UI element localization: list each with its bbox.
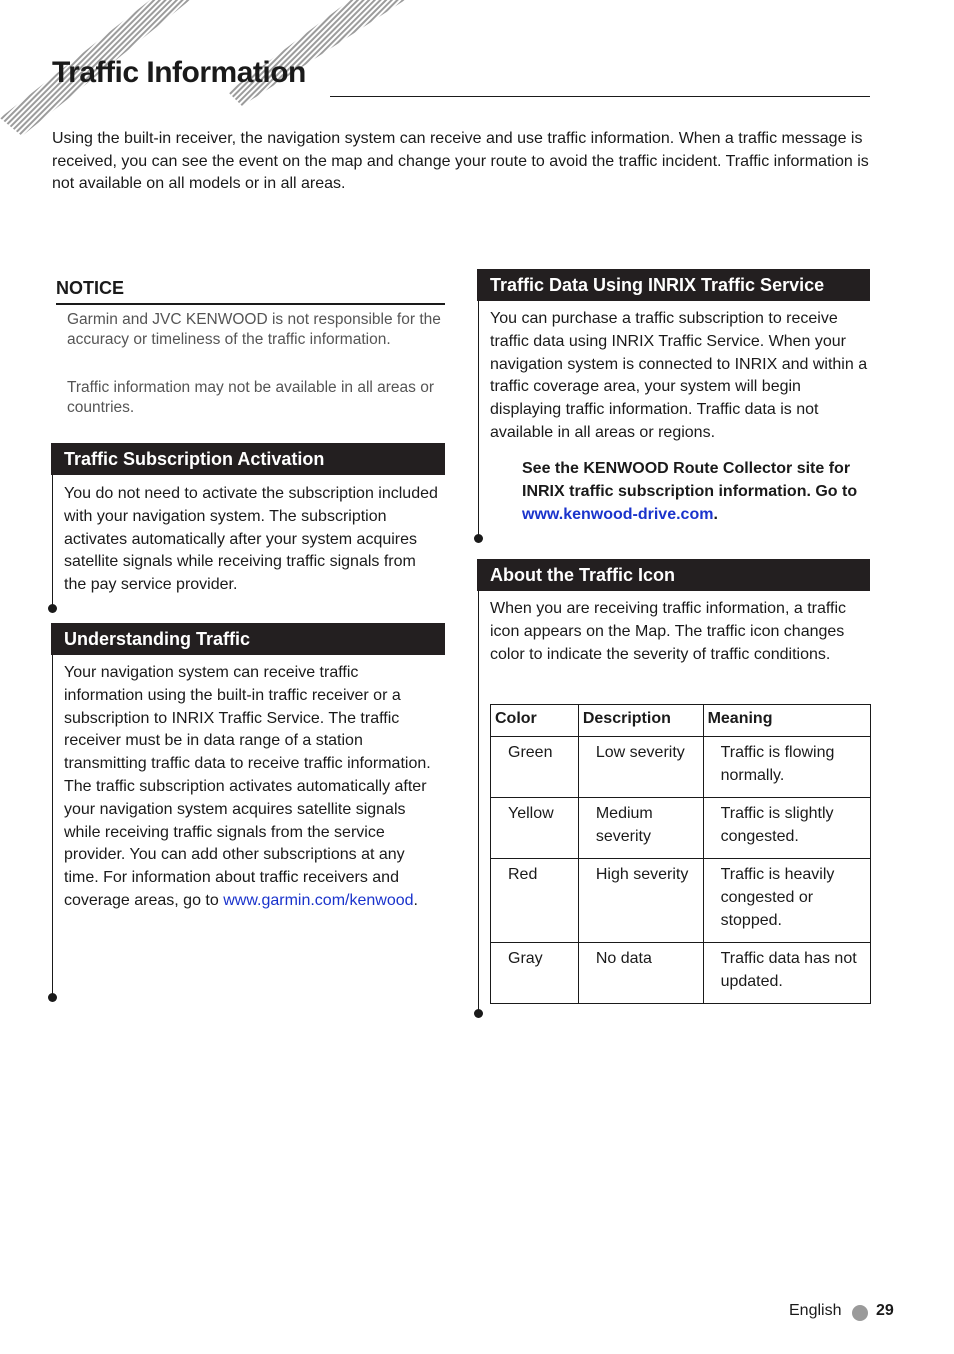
inrix-section-end-dot: [474, 534, 483, 543]
subscription-section-end-dot: [48, 604, 57, 613]
understanding-section-header: Understanding Traffic: [51, 623, 445, 655]
footer-dot-icon: [852, 1305, 868, 1321]
subscription-section-line: [52, 475, 53, 609]
understanding-section-line: [52, 655, 53, 998]
table-cell-meaning: Traffic data has not updated.: [703, 943, 870, 1004]
table-cell-meaning: Traffic is slightly congested.: [703, 798, 870, 859]
table-header-row: [491, 705, 871, 737]
table-header-color: Color: [491, 705, 579, 737]
notice-title: NOTICE: [56, 278, 125, 298]
garmin-kenwood-link[interactable]: www.garmin.com/kenwood: [223, 891, 414, 909]
inrix-section-header: Traffic Data Using INRIX Traffic Service: [477, 269, 870, 301]
table-header-description: Description: [578, 705, 703, 737]
table-row: [491, 798, 871, 859]
traffic-icon-section-line: [478, 591, 479, 1014]
page-title: Traffic Information: [52, 56, 306, 89]
table-cell-meaning: Traffic is flowing normally.: [703, 737, 870, 798]
table-cell-description: Medium severity: [578, 798, 703, 859]
inrix-body: You can purchase a traffic subscription to receive traffic data using INRIX Traffic Service. When your navigation system is connected to INRIX and within a traffic coverage area, your system will begin displaying traffic information. Traffic data is not available in all areas or regions.: [490, 310, 868, 441]
subscription-section-header: Traffic Subscription Activation: [51, 443, 445, 475]
table-cell-meaning: Traffic is heavily congested or stopped.: [703, 859, 870, 943]
inrix-note-text: See the KENWOOD Route Collector site for INRIX traffic subscription information. Go to: [522, 460, 858, 500]
inrix-note-suffix: .: [713, 506, 718, 523]
kenwood-drive-link[interactable]: www.kenwood-drive.com: [522, 506, 714, 523]
understanding-body: [64, 662, 439, 913]
traffic-color-table: [490, 704, 871, 1004]
notice-text-availability: Traffic information may not be available in all areas or countries.: [67, 379, 435, 416]
table-cell-color: Gray: [491, 943, 579, 1004]
traffic-icon-section-header: About the Traffic Icon: [477, 559, 870, 591]
table-row: [491, 737, 871, 798]
understanding-section-end-dot: [48, 993, 57, 1002]
traffic-icon-section-end-dot: [474, 1009, 483, 1018]
table-cell-color: Yellow: [491, 798, 579, 859]
understanding-body-text: Your navigation system can receive traffic information using the built-in traffic receiver or a subscription to INRIX Traffic Service. The traffic receiver must be in data range of a station transmitting traffic data to receive traffic information. The traffic subscription activates automatically after your navigation system acquires satellite signals while receiving traffic signals from the service provider. You can add other subscriptions at any time. For information about traffic receivers and coverage areas, go to: [64, 664, 431, 909]
intro-paragraph: Using the built-in receiver, the navigation system can receive and use traffic information. When a traffic message is received, you can see the event on the map and change your route to avoid the traffic incident. Traffic information is not available on all models or in all areas.: [52, 130, 869, 192]
page-number: 29: [876, 1302, 894, 1319]
inrix-section-line: [478, 301, 479, 538]
table-header-meaning: Meaning: [703, 705, 870, 737]
table-cell-description: No data: [578, 943, 703, 1004]
table-row: [491, 859, 871, 943]
subscription-body: You do not need to activate the subscription included with your navigation system. The subscription activates automatically after your system acquires satellite signals while receiving traffic signals from the pay service provider.: [64, 485, 438, 594]
table-cell-color: Red: [491, 859, 579, 943]
table-cell-description: High severity: [578, 859, 703, 943]
inrix-note: [522, 457, 872, 526]
table-row: [491, 943, 871, 1004]
notice-text-responsibility: Garmin and JVC KENWOOD is not responsible for the accuracy or timeliness of the traffic information.: [67, 311, 441, 348]
footer-language: English: [789, 1302, 842, 1319]
title-rule: [330, 96, 870, 97]
understanding-link-suffix: .: [413, 891, 418, 909]
table-cell-color: Green: [491, 737, 579, 798]
traffic-icon-body: When you are receiving traffic information, a traffic icon appears on the Map. The traffic icon changes color to indicate the severity of traffic conditions.: [490, 600, 847, 663]
notice-rule: [56, 303, 445, 305]
table-cell-description: Low severity: [578, 737, 703, 798]
